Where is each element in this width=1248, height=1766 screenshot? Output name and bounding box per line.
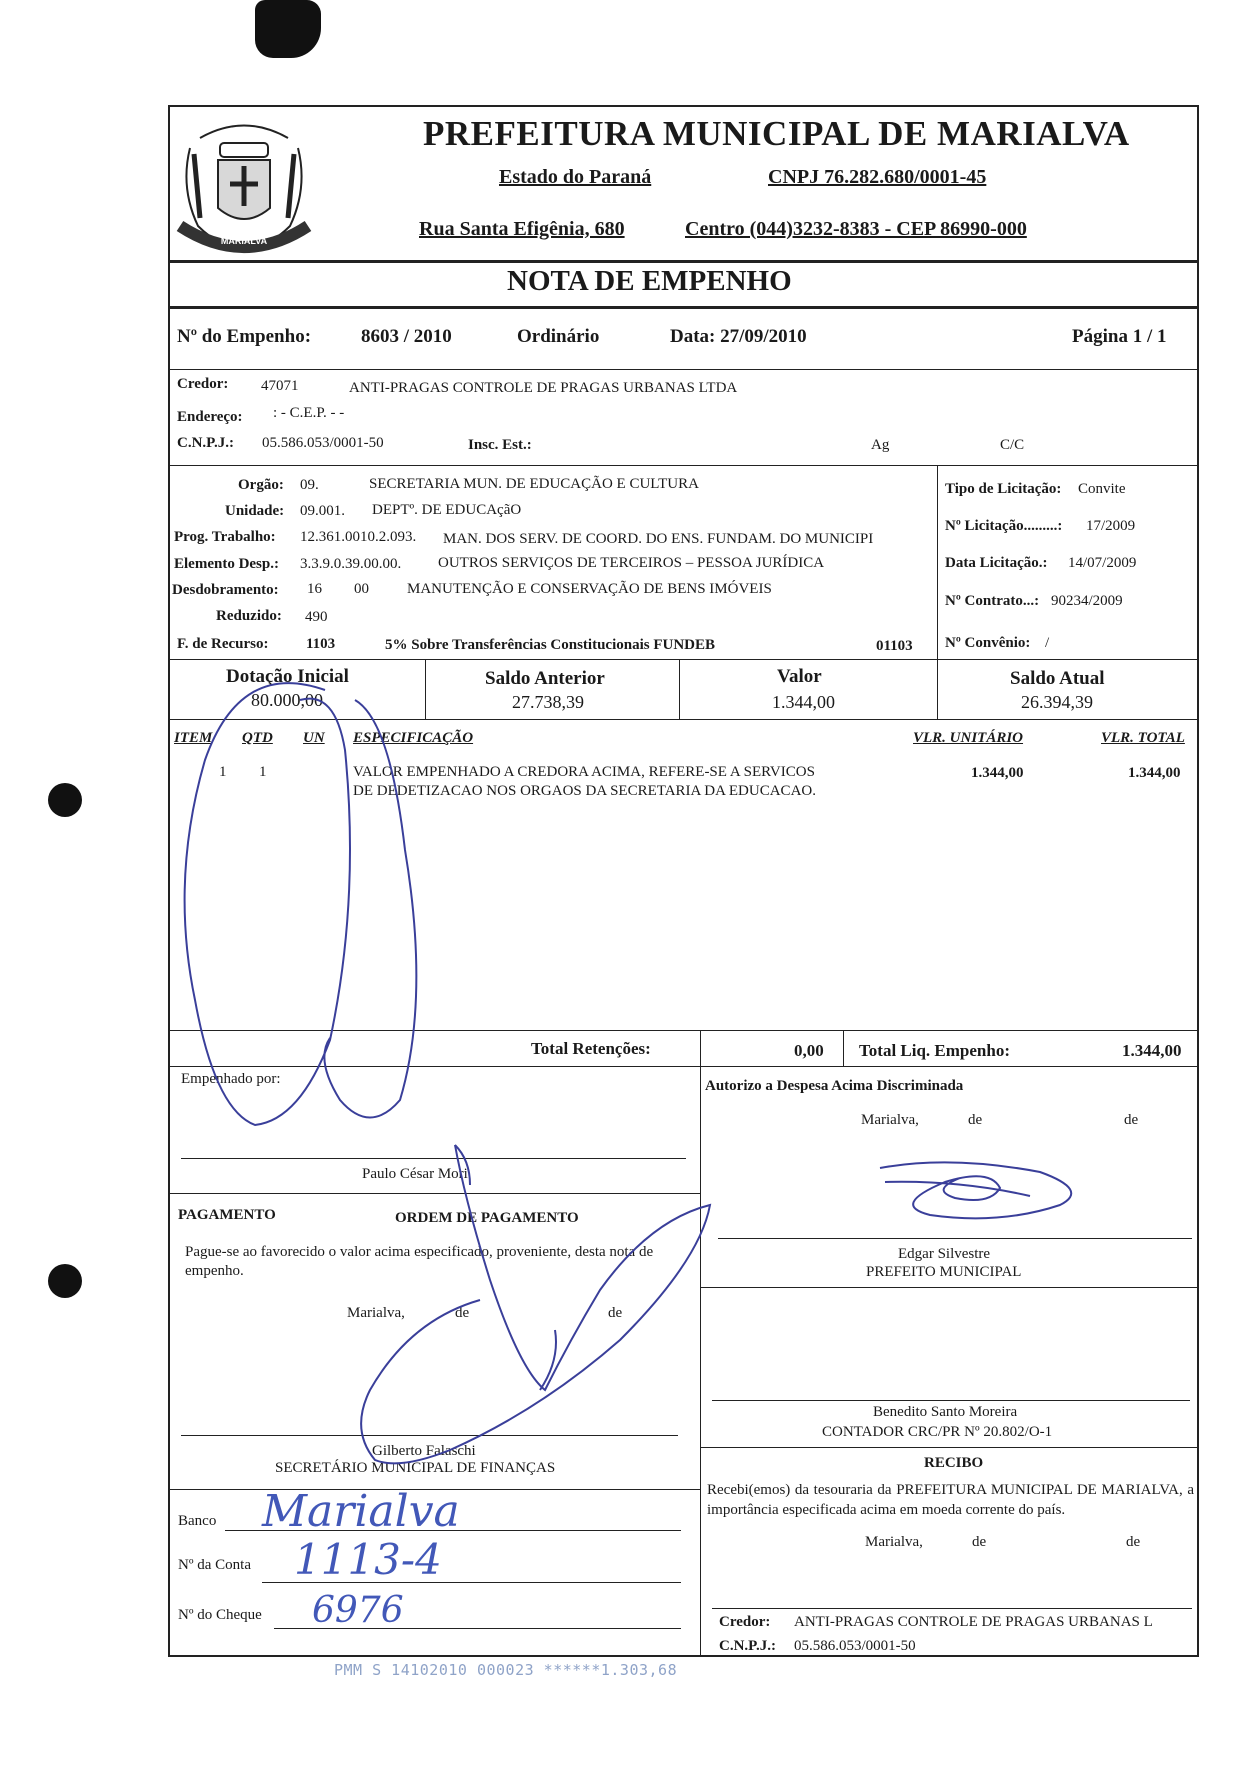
- table-row-desc-line1: VALOR EMPENHADO A CREDORA ACIMA, REFERE-SE A SERVICOS: [353, 764, 815, 780]
- contador-name: Benedito Santo Moreira: [873, 1404, 1018, 1420]
- tipo-licitacao-label: Tipo de Licitação:: [945, 481, 1062, 497]
- cc-label: C/C: [1000, 437, 1025, 453]
- empenhado-por-name: Paulo César Mori: [362, 1166, 468, 1182]
- banco-handwritten: Marialva: [262, 1486, 460, 1537]
- recurso-code: 1103: [306, 636, 336, 652]
- empenho-number-label: Nº do Empenho:: [177, 326, 312, 347]
- table-row-qtd: 1: [259, 764, 267, 780]
- retencoes-label: Total Retenções:: [531, 1039, 651, 1058]
- signature-prefeito: [880, 1162, 1071, 1218]
- orgao-label: Orgão:: [238, 477, 284, 493]
- recibo-cnpj: 05.586.053/0001-50: [794, 1638, 916, 1654]
- empenho-number: 8603 / 2010: [361, 326, 452, 347]
- prog-trabalho-name: MAN. DOS SERV. DE COORD. DO ENS. FUNDAM. DO MUNICIPI: [443, 531, 874, 547]
- ag-label: Ag: [871, 437, 890, 453]
- valor-label: Valor: [777, 666, 822, 687]
- desdobramento-name: MANUTENÇÃO E CONSERVAÇÃO DE BENS IMÓVEIS: [407, 581, 772, 597]
- recibo-cnpj-label: C.N.P.J.:: [719, 1638, 776, 1654]
- recibo-de-2: de: [1126, 1534, 1141, 1550]
- signature-middle-stroke: [361, 1145, 710, 1463]
- recibo-label: RECIBO: [924, 1455, 984, 1471]
- table-row-desc-line2: DE DEDETIZACAO NOS ORGAOS DA SECRETARIA DA EDUCACAO.: [353, 783, 816, 799]
- empenho-date: Data: 27/09/2010: [670, 326, 807, 347]
- tipo-licitacao: Convite: [1078, 481, 1126, 497]
- autorizo-label: Autorizo a Despesa Acima Discriminada: [705, 1078, 964, 1094]
- total-liq-label: Total Liq. Empenho:: [859, 1041, 1010, 1060]
- creditor-address: : - C.E.P. - -: [273, 405, 345, 421]
- contador-title: CONTADOR CRC/PR Nº 20.802/O-1: [822, 1424, 1053, 1440]
- authentication-stamp: PMM S 14102010 000023 ******1.303,68: [334, 1661, 678, 1679]
- saldo-atual-label: Saldo Atual: [1010, 668, 1105, 689]
- col-header-un: UN: [303, 730, 325, 746]
- elemento-name: OUTROS SERVIÇOS DE TERCEIROS – PESSOA JURÍDICA: [438, 555, 825, 571]
- elemento-label: Elemento Desp.:: [174, 556, 279, 572]
- autorizo-de-1: de: [968, 1112, 983, 1128]
- creditor-address-label: Endereço:: [177, 409, 243, 425]
- contrato-label: Nº Contrato...:: [945, 593, 1040, 609]
- retencoes-value: 0,00: [794, 1041, 824, 1060]
- convenio-value: /: [1045, 635, 1050, 651]
- desdobramento-code1: 16: [307, 581, 322, 597]
- contrato-number: 90234/2009: [1051, 593, 1123, 609]
- empenhado-por-label: Empenhado por:: [181, 1071, 281, 1087]
- ordem-pagamento-text: Pague-se ao favorecido o valor acima especificado, proveniente, desta nota de empenho.: [185, 1244, 654, 1279]
- col-header-qtd: QTD: [242, 730, 273, 746]
- total-liq-value: 1.344,00: [1122, 1041, 1182, 1060]
- prog-trabalho-code: 12.361.0010.2.093.: [300, 529, 417, 545]
- cheque-label: Nº do Cheque: [178, 1607, 262, 1623]
- page-title: PREFEITURA MUNICIPAL DE MARIALVA: [423, 114, 1130, 153]
- autorizo-place: Marialva,: [861, 1112, 919, 1128]
- dotacao-value: 80.000,00: [251, 690, 323, 710]
- recurso-code2: 01103: [876, 638, 913, 654]
- autorizo-de-2: de: [1124, 1112, 1139, 1128]
- contact-label: Centro (044)3232-8383 - CEP 86990-000: [685, 218, 1027, 240]
- unidade-code: 09.001.: [300, 503, 345, 519]
- table-row-item: 1: [219, 764, 227, 780]
- banco-label: Banco: [178, 1513, 217, 1529]
- conta-label: Nº da Conta: [178, 1557, 251, 1573]
- table-row-total-value: 1.344,00: [1128, 765, 1181, 781]
- orgao-name: SECRETARIA MUN. DE EDUCAÇÃO E CULTURA: [369, 476, 699, 492]
- page-indicator: Página 1 / 1: [1072, 326, 1167, 347]
- valor-value: 1.344,00: [772, 692, 835, 712]
- saldo-atual-value: 26.394,39: [1021, 692, 1093, 712]
- crest-text: MARIALVA: [220, 236, 268, 246]
- conta-handwritten: 1113-4: [294, 1535, 442, 1584]
- licitacao-num: 17/2009: [1086, 518, 1136, 534]
- orgao-code: 09.: [300, 477, 319, 493]
- saldo-anterior-value: 27.738,39: [512, 692, 584, 712]
- elemento-code: 3.3.9.0.39.00.00.: [300, 556, 402, 572]
- cheque-handwritten: 6976: [312, 1590, 404, 1631]
- signature-middle-hook: [455, 1145, 556, 1390]
- creditor-cnpj-label: C.N.P.J.:: [177, 435, 234, 451]
- recibo-credor-label: Credor:: [719, 1614, 771, 1630]
- recibo-credor-name: ANTI-PRAGAS CONTROLE DE PRAGAS URBANAS L: [794, 1614, 1153, 1630]
- cnpj-header: CNPJ 76.282.680/0001-45: [768, 166, 987, 188]
- ordem-place: Marialva,: [347, 1305, 405, 1321]
- prog-trabalho-label: Prog. Trabalho:: [174, 529, 276, 545]
- insc-est-label: Insc. Est.:: [468, 437, 532, 453]
- col-header-unit-value: VLR. UNITÁRIO: [913, 730, 1024, 746]
- recurso-label: F. de Recurso:: [177, 636, 269, 652]
- unidade-name: DEPTº. DE EDUCAçãO: [372, 502, 522, 518]
- reduzido-label: Reduzido:: [216, 608, 282, 624]
- reduzido-code: 490: [305, 609, 328, 625]
- signature-left-second-loop: [324, 700, 416, 1118]
- col-header-total-value: VLR. TOTAL: [1101, 730, 1185, 746]
- empenho-type: Ordinário: [517, 326, 600, 347]
- ordem-de-2: de: [608, 1305, 623, 1321]
- desdobramento-code2: 00: [354, 581, 369, 597]
- ordem-pagamento-label: ORDEM DE PAGAMENTO: [395, 1210, 579, 1226]
- prefeito-name: Edgar Silvestre: [898, 1246, 991, 1262]
- address-label: Rua Santa Efigênia, 680: [419, 218, 625, 240]
- recibo-de-1: de: [972, 1534, 987, 1550]
- licitacao-num-label: Nº Licitação.........:: [945, 518, 1063, 534]
- licitacao-date: 14/07/2009: [1068, 555, 1137, 571]
- pagamento-label: PAGAMENTO: [178, 1207, 276, 1223]
- col-header-especificacao: ESPECIFICAÇÃO: [353, 730, 474, 746]
- table-row-unit-value: 1.344,00: [971, 765, 1024, 781]
- creditor-cnpj: 05.586.053/0001-50: [262, 435, 384, 451]
- desdobramento-label: Desdobramento:: [172, 582, 279, 598]
- creditor-label: Credor:: [177, 376, 229, 392]
- ordem-de-1: de: [455, 1305, 470, 1321]
- dotacao-label: Dotação Inicial: [226, 666, 349, 687]
- recibo-text: Recebi(emos) da tesouraria da PREFEITURA MUNICIPAL DE MARIALVA, a importância especificada acima em moeda corrente do país.: [707, 1482, 1194, 1518]
- document-title: NOTA DE EMPENHO: [507, 265, 792, 297]
- creditor-code: 47071: [261, 378, 299, 394]
- recurso-name: 5% Sobre Transferências Constitucionais FUNDEB: [385, 637, 716, 653]
- financas-name: Gilberto Falaschi: [372, 1443, 476, 1459]
- creditor-name: ANTI-PRAGAS CONTROLE DE PRAGAS URBANAS LTDA: [349, 380, 738, 396]
- saldo-anterior-label: Saldo Anterior: [485, 668, 605, 689]
- convenio-label: Nº Convênio:: [945, 635, 1031, 651]
- financas-title: SECRETÁRIO MUNICIPAL DE FINANÇAS: [275, 1460, 556, 1476]
- state-label: Estado do Paraná: [499, 166, 652, 188]
- licitacao-date-label: Data Licitação.:: [945, 555, 1048, 571]
- prefeito-title: PREFEITO MUNICIPAL: [866, 1264, 1022, 1280]
- col-header-item: ITEM: [174, 730, 213, 746]
- recibo-place: Marialva,: [865, 1534, 923, 1550]
- unidade-label: Unidade:: [225, 503, 285, 519]
